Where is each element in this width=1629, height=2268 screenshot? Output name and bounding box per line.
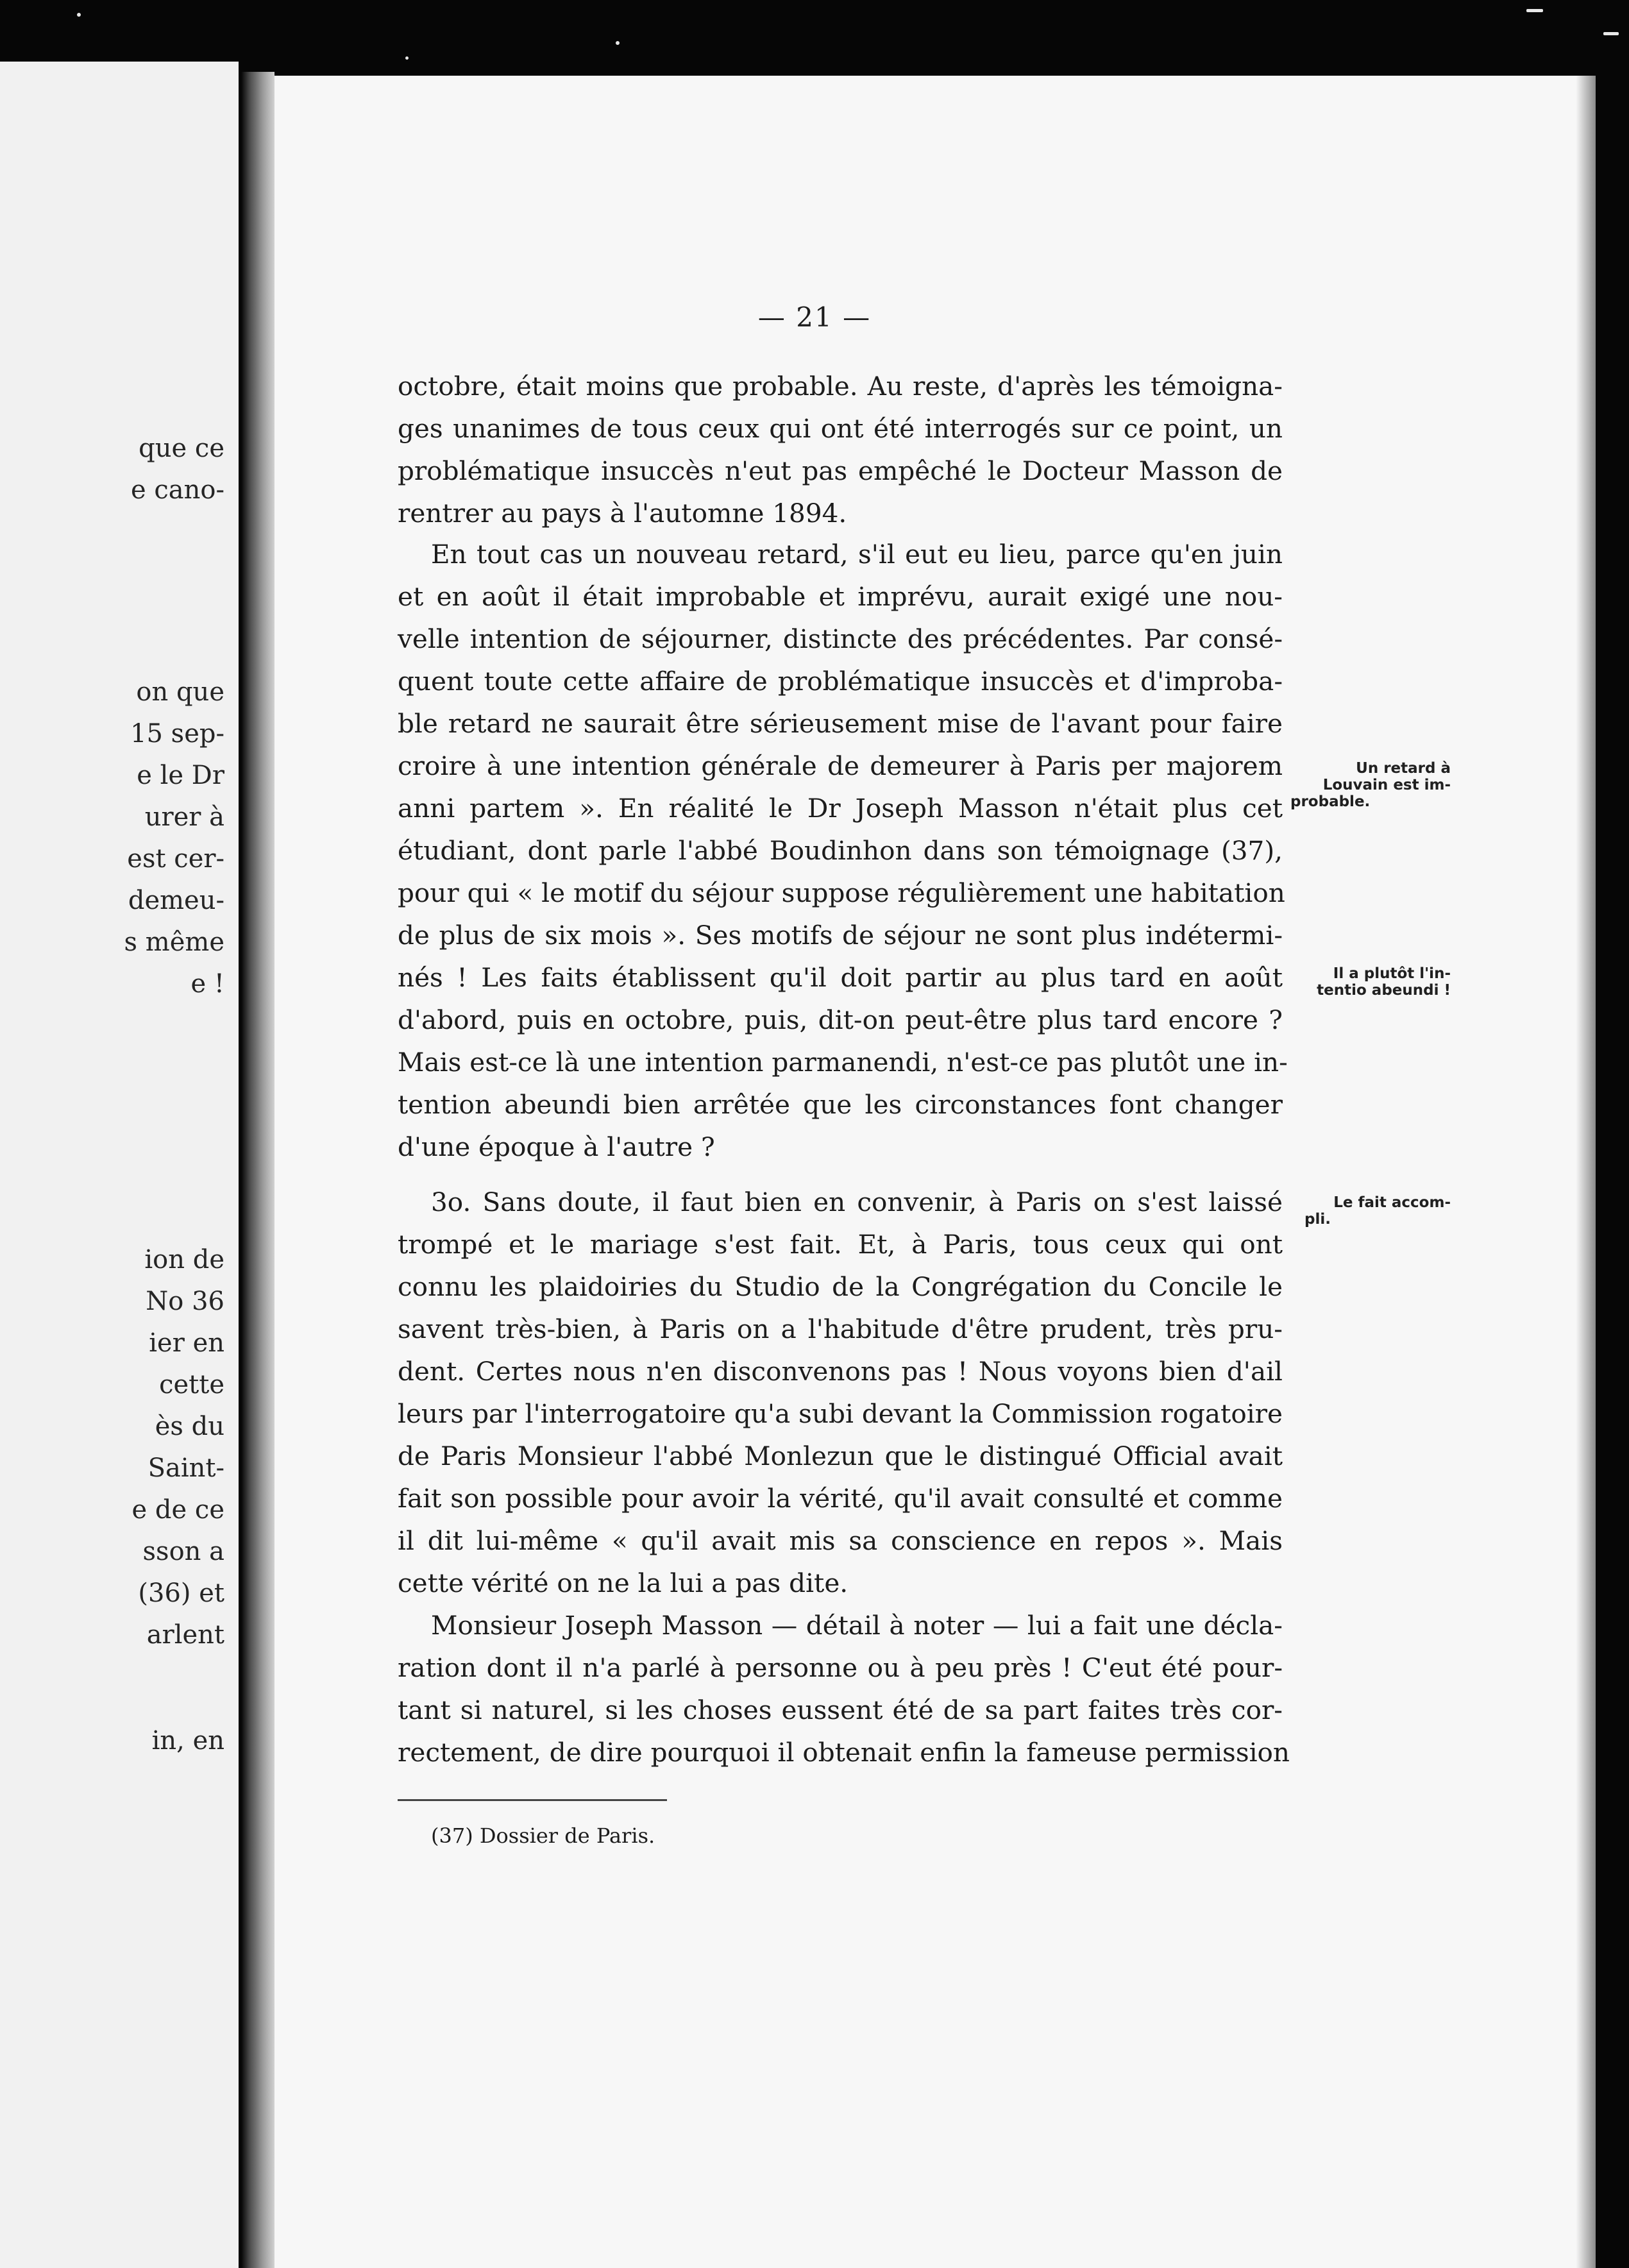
text-line: problématique insuccès n'eut pas empêché le Docteur Masson de <box>398 455 1283 486</box>
margin-note-line: Louvain est im- <box>1322 777 1451 793</box>
left-page-fragment: e le Dr <box>137 761 224 790</box>
text-line: rentrer au pays à l'automne 1894. <box>398 498 847 529</box>
text-line: anni partem ». En réalité le Dr Joseph Masson n'était plus cet <box>398 793 1283 824</box>
scan-speck <box>1603 32 1619 35</box>
current-page <box>274 76 1576 2268</box>
text-line: 3o. Sans doute, il faut bien en convenir, à Paris on s'est laissé <box>431 1187 1283 1217</box>
text-line: fait son possible pour avoir la vérité, qu'il avait consulté et comme <box>398 1483 1283 1514</box>
left-page-fragment: ier en <box>149 1328 224 1358</box>
text-line: d'une époque à l'autre ? <box>398 1131 715 1162</box>
margin-note <box>1290 1194 1451 1228</box>
margin-note-line: pli. <box>1304 1211 1331 1228</box>
footnote-rule <box>398 1799 667 1801</box>
text-line: connu les plaidoiries du Studio de la Congrégation du Concile le <box>398 1271 1283 1302</box>
text-line: Mais est-ce là une intention parmanendi, n'est-ce pas plutôt une in- <box>398 1047 1288 1078</box>
left-page-fragment: sson a <box>142 1537 224 1566</box>
text-line: savent très-bien, à Paris on a l'habitude d'être prudent, très pru- <box>398 1314 1283 1344</box>
margin-note-line: tentio abeundi ! <box>1317 982 1451 999</box>
left-page-fragment: que ce <box>139 434 224 463</box>
scan-speck <box>1526 9 1543 12</box>
text-line: nés ! Les faits établissent qu'il doit partir au plus tard en août <box>398 962 1283 993</box>
left-page-fragment: urer à <box>144 802 224 832</box>
scan-speck <box>616 41 620 45</box>
left-page-fragment: e ! <box>190 969 224 999</box>
margin-note-line: Le fait accom- <box>1333 1194 1451 1211</box>
text-line: de Paris Monsieur l'abbé Monlezun que le distingué Official avait <box>398 1441 1283 1471</box>
page-edge-shadow <box>1576 76 1596 2268</box>
left-page-fragment: e cano- <box>131 475 224 505</box>
previous-page-edge <box>0 62 239 2268</box>
left-page-fragment: s même <box>124 927 224 957</box>
text-line: octobre, était moins que probable. Au reste, d'après les témoigna- <box>398 371 1283 402</box>
text-line: ble retard ne saurait être sérieusement mise de l'avant pour faire <box>398 708 1283 739</box>
text-line: ges unanimes de tous ceux qui ont été interrogés sur ce point, un <box>398 413 1283 444</box>
margin-note <box>1290 965 1451 999</box>
left-page-fragment: Saint- <box>148 1453 224 1483</box>
text-line: de plus de six mois ». Ses motifs de séjour ne sont plus indétermi- <box>398 920 1283 951</box>
text-line: il dit lui-même « qu'il avait mis sa conscience en repos ». Mais <box>398 1525 1283 1556</box>
text-line: d'abord, puis en octobre, puis, dit-on peut-être plus tard encore ? <box>398 1004 1283 1035</box>
text-line: et en août il était improbable et imprévu, aurait exigé une nou- <box>398 581 1283 612</box>
text-line: trompé et le mariage s'est fait. Et, à Paris, tous ceux qui ont <box>398 1229 1283 1260</box>
left-page-fragment: demeu- <box>128 886 224 915</box>
footnote: (37) Dossier de Paris. <box>431 1824 655 1848</box>
left-page-fragment: in, en <box>151 1726 224 1756</box>
text-line: pour qui « le motif du séjour suppose régulièrement une habitation <box>398 877 1285 908</box>
left-page-fragment: cette <box>159 1370 224 1400</box>
text-line: rectement, de dire pourquoi il obtenait enfin la fameuse permission <box>398 1737 1290 1768</box>
book-spine-shadow <box>241 72 274 2268</box>
margin-note-line: Il a plutôt l'in- <box>1333 965 1451 982</box>
left-page-fragment: ion de <box>144 1245 224 1274</box>
text-line: dent. Certes nous n'en disconvenons pas ! Nous voyons bien d'ail <box>398 1356 1283 1387</box>
text-line: ration dont il n'a parlé à personne ou à peu près ! C'eut été pour- <box>398 1652 1283 1683</box>
left-page-fragment: arlent <box>146 1620 224 1650</box>
page-number: — 21 — <box>757 301 872 333</box>
text-line: étudiant, dont parle l'abbé Boudinhon dans son témoignage (37), <box>398 835 1283 866</box>
margin-note-line: probable. <box>1290 793 1371 810</box>
text-line: quent toute cette affaire de problématique insuccès et d'improba- <box>398 666 1283 697</box>
left-page-fragment: ès du <box>155 1412 224 1441</box>
text-line: En tout cas un nouveau retard, s'il eut eu lieu, parce qu'en juin <box>431 539 1283 570</box>
text-line: croire à une intention générale de demeurer à Paris per majorem <box>398 750 1283 781</box>
margin-note-line: Un retard à <box>1356 760 1451 777</box>
text-line: tention abeundi bien arrêtée que les circonstances font changer <box>398 1089 1283 1120</box>
text-line: velle intention de séjourner, distincte des précédentes. Par consé- <box>398 623 1283 654</box>
left-page-fragment: (36) et <box>138 1578 224 1608</box>
left-page-fragment: No 36 <box>146 1287 224 1316</box>
text-line: Monsieur Joseph Masson — détail à noter — lui a fait une décla- <box>431 1610 1283 1641</box>
text-line: tant si naturel, si les choses eussent été de sa part faites très cor- <box>398 1695 1283 1725</box>
left-page-fragment: 15 sep- <box>130 719 224 749</box>
text-line: leurs par l'interrogatoire qu'a subi devant la Commission rogatoire <box>398 1398 1283 1429</box>
scan-speck <box>77 13 81 17</box>
left-page-fragment: est cer- <box>127 844 224 874</box>
left-page-fragment: e de ce <box>131 1495 224 1525</box>
left-page-fragment: on que <box>136 677 224 707</box>
scan-speck <box>405 56 409 60</box>
text-line: cette vérité on ne la lui a pas dite. <box>398 1568 848 1598</box>
margin-note <box>1290 760 1451 810</box>
